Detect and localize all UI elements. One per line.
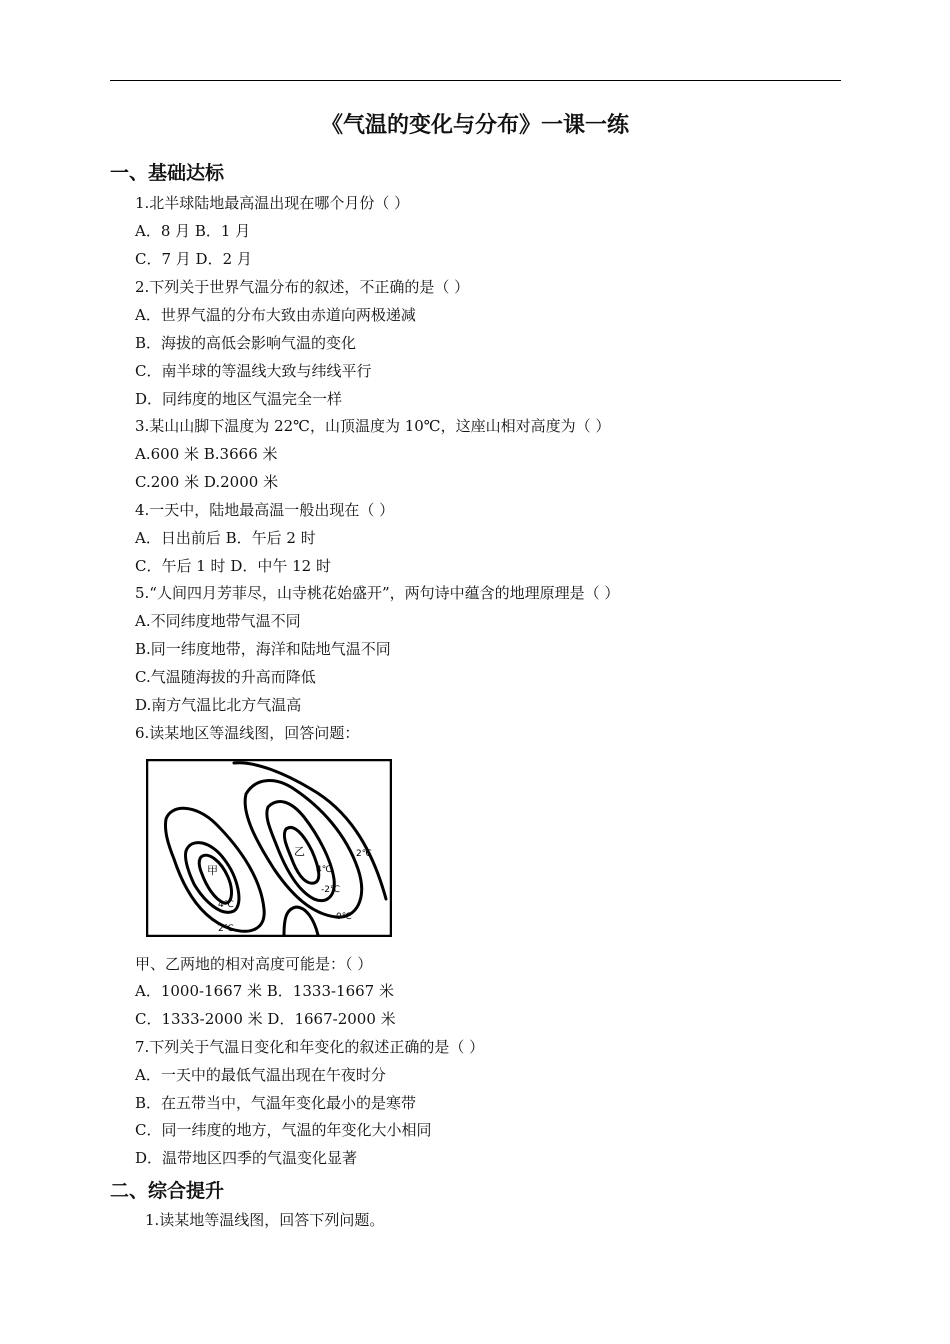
text-line: C．1333-2000 米 D．1667-2000 米 [135, 1010, 396, 1028]
text-line: B.同一纬度地带，海洋和陆地气温不同 [135, 640, 391, 658]
label-iso-4c-right: 4℃ [316, 865, 332, 875]
text-line: A．世界气温的分布大致由赤道向两极递减 [135, 306, 416, 324]
section-heading-basic: 一、基础达标 [110, 162, 225, 184]
label-iso-2c-left: 2℃ [218, 924, 234, 934]
text-line: D.南方气温比北方气温高 [135, 696, 302, 714]
label-iso-2c-right: 2℃ [356, 849, 372, 859]
text-line: A.不同纬度地带气温不同 [135, 612, 301, 630]
text-line: C.气温随海拔的升高而降低 [135, 668, 316, 686]
text-line: 6.读某地区等温线图，回答问题： [135, 724, 360, 742]
label-jia: 甲 [207, 864, 218, 877]
text-line: C．南半球的等温线大致与纬线平行 [135, 362, 372, 380]
label-yi: 乙 [294, 845, 305, 858]
label-iso-0c: 0℃ [336, 912, 352, 922]
text-line: 1.读某地等温线图，回答下列问题。 [145, 1211, 385, 1229]
page-title: 《气温的变化与分布》一课一练 [320, 113, 629, 138]
text-line: C．7 月 D．2 月 [135, 250, 252, 268]
text-line: 甲、乙两地的相对高度可能是：（ ） [135, 955, 373, 973]
text-line: C.200 米 D.2000 米 [135, 473, 279, 491]
text-line: B．在五带当中，气温年变化最小的是寒带 [135, 1094, 417, 1112]
text-line: 5.“人间四月芳菲尽，山寺桃花始盛开”，两句诗中蕴含的地理原理是（ ） [135, 584, 620, 602]
text-line: A．一天中的最低气温出现在午夜时分 [135, 1066, 386, 1084]
text-line: 1.北半球陆地最高温出现在哪个月份（ ） [135, 194, 410, 212]
section-heading-advanced: 二、综合提升 [110, 1180, 225, 1202]
label-iso-neg2c: -2℃ [321, 885, 341, 895]
text-line: C．午后 1 时 D．中午 12 时 [135, 557, 331, 575]
text-line: B．海拔的高低会影响气温的变化 [135, 334, 357, 352]
text-line: A.600 米 B.3666 米 [135, 445, 278, 463]
text-line: 3.某山山脚下温度为 22℃，山顶温度为 10℃，这座山相对高度为（ ） [135, 417, 611, 435]
text-line: D．温带地区四季的气温变化显著 [135, 1149, 358, 1167]
text-line: 2.下列关于世界气温分布的叙述，不正确的是（ ） [135, 278, 470, 296]
text-line: 7.下列关于气温日变化和年变化的叙述正确的是（ ） [135, 1038, 485, 1056]
header-rule [110, 80, 841, 81]
text-line: A．8 月 B．1 月 [135, 222, 251, 240]
isotherm-map [146, 759, 392, 937]
label-iso-4c-left: 4℃ [218, 900, 234, 910]
text-line: C．同一纬度的地方，气温的年变化大小相同 [135, 1121, 432, 1139]
text-line: A．日出前后 B．午后 2 时 [135, 529, 316, 547]
text-line: A．1000-1667 米 B．1333-1667 米 [135, 982, 394, 1000]
text-line: 4.一天中，陆地最高温一般出现在（ ） [135, 501, 395, 519]
text-line: D．同纬度的地区气温完全一样 [135, 390, 343, 408]
